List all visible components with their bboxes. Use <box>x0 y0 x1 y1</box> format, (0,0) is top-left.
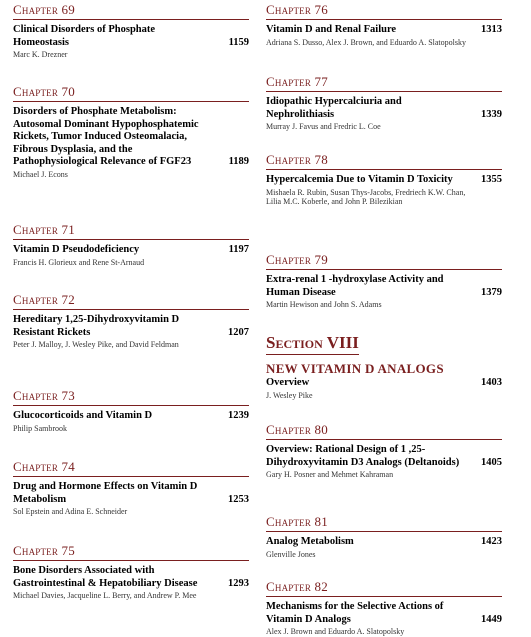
chapter-authors: J. Wesley Pike <box>266 390 313 400</box>
page-number: 1253 <box>228 493 249 505</box>
page-number: 1239 <box>228 410 249 421</box>
page-number: 1339 <box>481 108 502 120</box>
chapter-title: Mechanisms for the Selective Actions of Vitamin D Analogs <box>266 601 444 625</box>
chapter-title: Vitamin D Pseudodeficiency <box>13 244 140 255</box>
chapter-authors: Sol Epstein and Adina E. Schneider <box>13 507 128 516</box>
toc-entry[interactable] <box>13 459 249 517</box>
chapter-title: Disorders of Phosphate Metabolism: Autosomal Dominant Hypophosphatemic Rickets, Tumor Induced Osteomalacia, Fibrous Dysplasia, and the Pathophysiological Relevance of FGF23 <box>13 106 199 167</box>
chapter-label: Chapter 74 <box>13 459 249 477</box>
section-header <box>266 333 502 377</box>
toc-entry[interactable] <box>266 422 502 480</box>
chapter-label: Chapter 76 <box>266 2 502 20</box>
toc-entry[interactable] <box>266 252 502 310</box>
chapter-label: Chapter 73 <box>13 388 249 406</box>
toc-entry[interactable] <box>13 292 249 350</box>
chapter-title: Drug and Hormone Effects on Vitamin D Metabolism <box>13 481 198 505</box>
chapter-authors: Gary H. Posner and Mehmet Kahraman <box>266 470 394 479</box>
chapter-label: Chapter 80 <box>266 422 502 440</box>
page-number: 1379 <box>481 286 502 298</box>
chapter-title: Hereditary 1,25-Dihydroxyvitamin D Resistant Rickets <box>13 314 180 338</box>
toc-entry[interactable] <box>266 514 502 559</box>
chapter-authors: Francis H. Glorieux and Rene St-Arnaud <box>13 257 145 267</box>
toc-entry[interactable] <box>266 2 502 47</box>
page-number: 1355 <box>481 174 502 185</box>
section-title: NEW VITAMIN D ANALOGS <box>266 361 444 376</box>
chapter-label: Chapter 79 <box>266 252 502 270</box>
chapter-authors: Glenville Jones <box>266 549 316 559</box>
page-number: 1197 <box>228 244 249 255</box>
chapter-authors: Alex J. Brown and Eduardo A. Slatopolsky <box>266 627 405 636</box>
chapter-label: Chapter 71 <box>13 222 249 240</box>
toc-entry[interactable] <box>13 543 249 601</box>
chapter-label: Chapter 69 <box>13 2 249 20</box>
toc-entry[interactable] <box>13 2 249 60</box>
chapter-title: Analog Metabolism <box>266 536 354 547</box>
toc-entry[interactable] <box>13 388 249 433</box>
page-number: 1189 <box>228 156 249 167</box>
chapter-authors: Mishaela R. Rubin, Susan Thys-Jacobs, Fredriech K.W. Chan, Lilia M.C. Koberle, and John P. Bilezikian <box>266 187 466 206</box>
page-number: 1405 <box>481 456 502 468</box>
page-number: 1449 <box>481 613 502 625</box>
page-number: 1403 <box>481 377 502 388</box>
page-number: 1293 <box>228 577 249 589</box>
chapter-title: Overview <box>266 377 310 388</box>
section-heading: Section VIII <box>266 333 359 355</box>
toc-entry[interactable] <box>266 377 502 400</box>
chapter-label: Chapter 77 <box>266 74 502 92</box>
toc-entry[interactable] <box>266 74 502 132</box>
chapter-title: Bone Disorders Associated with Gastrointestinal & Hepatobiliary Disease <box>13 565 198 589</box>
chapter-label: Chapter 78 <box>266 152 502 170</box>
page-number: 1423 <box>481 536 502 547</box>
chapter-title: Clinical Disorders of Phosphate Homeostasis <box>13 24 156 48</box>
toc-entry[interactable] <box>13 84 249 179</box>
toc-entry[interactable] <box>13 222 249 267</box>
chapter-label: Chapter 82 <box>266 579 502 597</box>
chapter-title: Extra-renal 1 -hydroxylase Activity and Human Disease <box>266 274 444 298</box>
chapter-authors: Adriana S. Dusso, Alex J. Brown, and Eduardo A. Slatopolsky <box>266 37 466 47</box>
chapter-title: Vitamin D and Renal Failure <box>266 24 397 35</box>
chapter-authors: Murray J. Favus and Fredric L. Coe <box>266 122 381 131</box>
page-number: 1159 <box>228 36 249 48</box>
chapter-title: Idiopathic Hypercalciuria and Nephrolithiasis <box>266 96 402 120</box>
chapter-label: Chapter 72 <box>13 292 249 310</box>
chapter-authors: Martin Hewison and John S. Adams <box>266 300 382 309</box>
page-number: 1207 <box>228 326 249 338</box>
chapter-label: Chapter 70 <box>13 84 249 102</box>
chapter-authors: Marc K. Drezner <box>13 50 68 59</box>
chapter-authors: Michael J. Econs <box>13 169 68 179</box>
chapter-authors: Philip Sambrook <box>13 423 68 433</box>
chapter-authors: Peter J. Malloy, J. Wesley Pike, and David Feldman <box>13 340 179 349</box>
chapter-label: Chapter 75 <box>13 543 249 561</box>
toc-entry[interactable] <box>266 152 502 207</box>
chapter-title: Glucocorticoids and Vitamin D <box>13 410 153 421</box>
chapter-authors: Michael Davies, Jacqueline L. Berry, and Andrew P. Mee <box>13 591 197 600</box>
toc-entry[interactable] <box>266 579 502 637</box>
page-number: 1313 <box>481 24 502 35</box>
chapter-label: Chapter 81 <box>266 514 502 532</box>
chapter-title: Hypercalcemia Due to Vitamin D Toxicity <box>266 174 453 185</box>
chapter-title: Overview: Rational Design of 1 ,25-Dihydroxyvitamin D3 Analogs (Deltanoids) <box>266 444 460 468</box>
